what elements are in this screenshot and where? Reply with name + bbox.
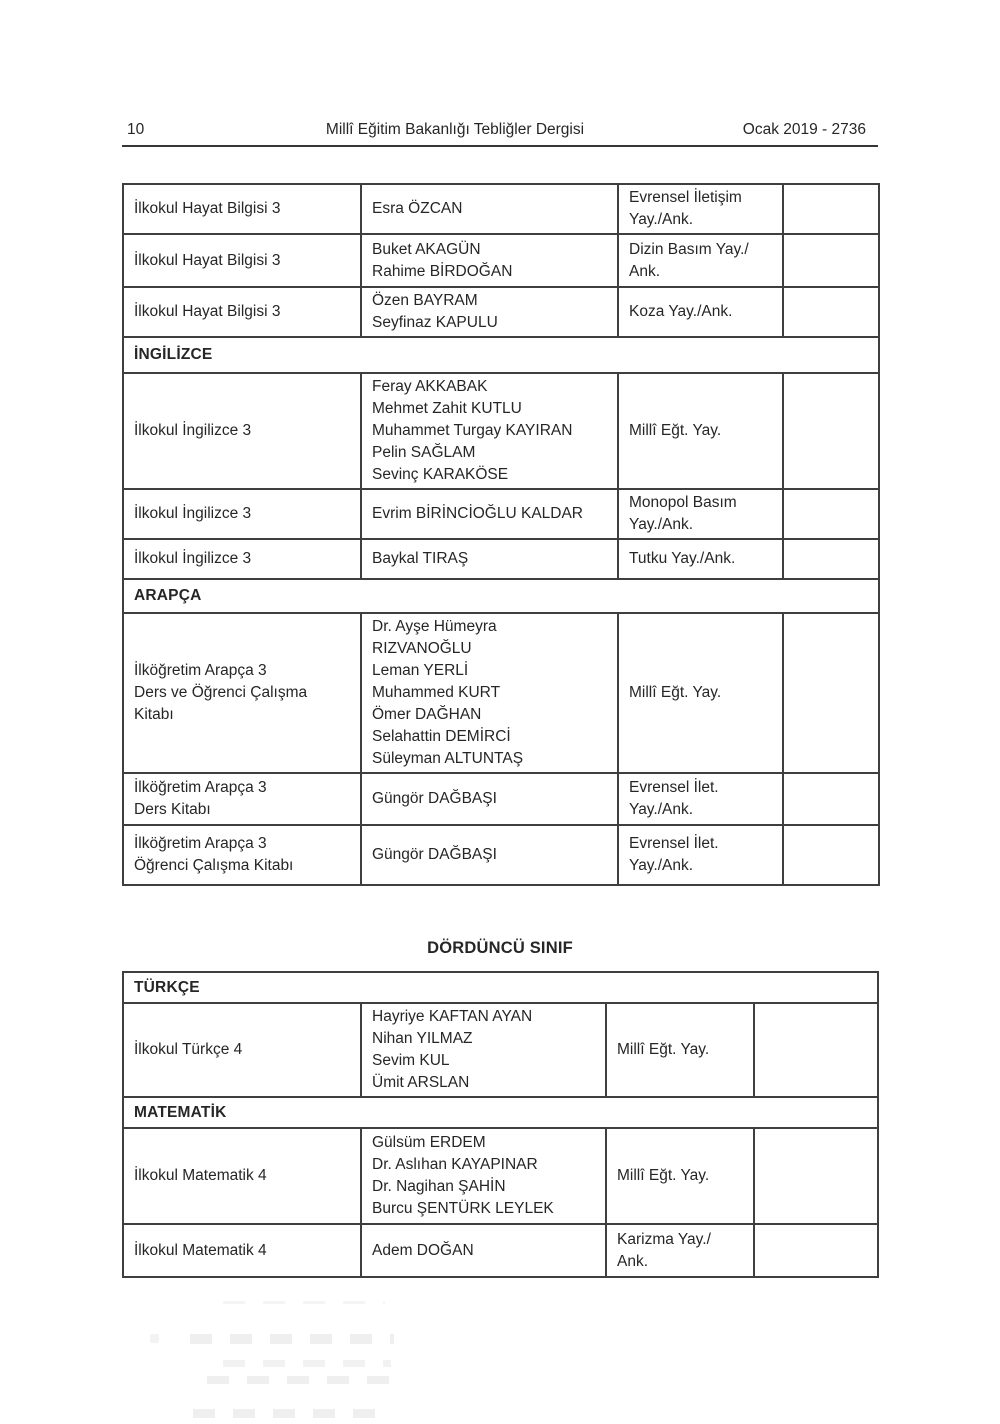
book-publisher-cell-line: Millî Eğt. Yay.: [629, 684, 722, 701]
journal-title: Millî Eğitim Bakanlığı Tebliğler Dergisi: [325, 121, 585, 138]
book-note-cell: [754, 1128, 878, 1224]
issue-number: Ocak 2019 - 2736: [742, 121, 866, 138]
book-publisher-cell-line: Millî Eğt. Yay.: [629, 422, 722, 439]
book-title-cell-line: Kitabı: [134, 706, 174, 723]
book-note-cell: [783, 184, 879, 234]
book-authors-cell-line: Mehmet Zahit KUTLU: [372, 400, 522, 417]
section-header-row: [123, 1097, 878, 1128]
section-label: TÜRKÇE: [123, 972, 878, 1003]
book-row: [123, 373, 879, 489]
book-note-cell: [783, 539, 879, 579]
book-authors-cell-line: Süleyman ALTUNTAŞ: [372, 750, 524, 767]
book-authors-cell-line: Baykal TIRAŞ: [372, 550, 469, 567]
book-authors-cell: [361, 1128, 606, 1224]
book-publisher-cell: [606, 1003, 754, 1097]
book-row: [123, 489, 879, 539]
book-title-cell: [123, 825, 361, 885]
book-publisher-cell: [618, 234, 783, 287]
book-title-cell-line: İlköğretim Arapça 3: [134, 835, 267, 852]
textbook-table-grade3-continued: [122, 183, 880, 886]
book-publisher-cell: [618, 489, 783, 539]
scan-ghost-artifact: [223, 1301, 385, 1304]
book-row: [123, 234, 879, 287]
book-authors-cell-line: Muhammed KURT: [372, 684, 501, 701]
book-publisher-cell: [618, 539, 783, 579]
book-publisher-cell: [618, 825, 783, 885]
book-authors-cell: [361, 373, 618, 489]
book-publisher-cell-line: Evrensel İlet.: [629, 779, 719, 796]
book-note-cell: [754, 1003, 878, 1097]
book-publisher-cell-line: Millî Eğt. Yay.: [617, 1167, 710, 1184]
book-authors-cell-line: RIZVANOĞLU: [372, 640, 472, 657]
book-authors-cell-line: Buket AKAGÜN: [372, 240, 481, 258]
book-authors-cell-line: Nihan YILMAZ: [372, 1030, 473, 1047]
book-authors-cell: [361, 489, 618, 539]
book-authors-cell-line: Dr. Nagihan ŞAHİN: [372, 1178, 506, 1195]
book-title-cell: [123, 489, 361, 539]
section-header-row: [123, 972, 878, 1003]
book-row: [123, 1003, 878, 1097]
page-header: [122, 121, 878, 143]
book-row: [123, 825, 879, 885]
book-title-cell-line: İlkokul Hayat Bilgisi 3: [134, 251, 281, 269]
book-authors-cell-line: Seyfinaz KAPULU: [372, 314, 498, 331]
book-publisher-cell-line: Monopol Basım: [629, 494, 737, 511]
section-label: İNGİLİZCE: [123, 337, 879, 373]
book-publisher-cell: [618, 184, 783, 234]
scan-ghost-artifact: [207, 1376, 394, 1384]
book-title-cell-line: İlköğretim Arapça 3: [134, 779, 267, 796]
book-title-cell: [123, 234, 361, 287]
book-publisher-cell-line: Tutku Yay./Ank.: [629, 550, 736, 567]
book-title-cell: [123, 184, 361, 234]
book-title-cell: [123, 613, 361, 773]
book-authors-cell-line: Sevim KUL: [372, 1052, 450, 1069]
book-authors-cell-line: Muhammet Turgay KAYIRAN: [372, 422, 573, 439]
book-note-cell: [783, 373, 879, 489]
book-title-cell: [123, 1224, 361, 1277]
scan-ghost-artifact: [190, 1334, 394, 1344]
book-publisher-cell: [618, 773, 783, 825]
book-note-cell: [783, 825, 879, 885]
scan-ghost-artifact: [150, 1334, 159, 1343]
book-title-cell-line: İlkokul Matematik 4: [134, 1167, 267, 1184]
book-publisher-cell: [618, 287, 783, 337]
book-row: [123, 287, 879, 337]
book-authors-cell-line: Feray AKKABAK: [372, 378, 488, 395]
page-number: 10: [127, 121, 145, 138]
book-note-cell: [754, 1224, 878, 1277]
book-row: [123, 184, 879, 234]
book-authors-cell: [361, 184, 618, 234]
book-note-cell: [783, 489, 879, 539]
book-authors-cell: [361, 287, 618, 337]
book-title-cell-line: Öğrenci Çalışma Kitabı: [134, 857, 294, 874]
book-authors-cell: [361, 1224, 606, 1277]
book-authors-cell-line: Özen BAYRAM: [372, 292, 478, 309]
book-publisher-cell-line: Koza Yay./Ank.: [629, 303, 733, 320]
book-authors-cell: [361, 773, 618, 825]
book-authors-cell-line: Burcu ŞENTÜRK LEYLEK: [372, 1200, 554, 1217]
book-authors-cell-line: Hayriye KAFTAN AYAN: [372, 1008, 533, 1025]
book-publisher-cell: [606, 1128, 754, 1224]
book-title-cell: [123, 373, 361, 489]
book-authors-cell: [361, 825, 618, 885]
book-row: [123, 539, 879, 579]
book-title-cell-line: İlkokul İngilizce 3: [134, 505, 252, 522]
book-publisher-cell-line: Yay./Ank.: [629, 211, 694, 228]
book-authors-cell-line: Ümit ARSLAN: [372, 1074, 470, 1091]
book-publisher-cell-line: Yay./Ank.: [629, 857, 694, 874]
book-note-cell: [783, 234, 879, 287]
book-authors-cell-line: Esra ÖZCAN: [372, 200, 463, 217]
book-authors-cell: [361, 539, 618, 579]
book-row: [123, 613, 879, 773]
book-authors-cell-line: Güngör DAĞBAŞI: [372, 790, 497, 807]
book-title-cell-line: İlkokul Hayat Bilgisi 3: [134, 303, 281, 320]
book-authors-cell-line: Leman YERLİ: [372, 662, 469, 679]
book-authors-cell-line: Pelin SAĞLAM: [372, 444, 476, 461]
book-title-cell-line: İlkokul İngilizce 3: [134, 550, 252, 567]
book-title-cell-line: İlkokul Hayat Bilgisi 3: [134, 200, 281, 217]
book-publisher-cell: [618, 373, 783, 489]
book-publisher-cell-line: Dizin Basım Yay./: [629, 240, 749, 258]
section-header-row: [123, 337, 879, 373]
scan-ghost-artifact: [193, 1409, 393, 1418]
book-title-cell: [123, 539, 361, 579]
book-authors-cell-line: Adem DOĞAN: [372, 1241, 474, 1259]
grade-heading: DÖRDÜNCÜ SINIF: [427, 939, 573, 957]
scan-ghost-artifact: [223, 1360, 391, 1367]
book-publisher-cell-line: Ank.: [629, 262, 661, 280]
book-publisher-cell-line: Evrensel İlet.: [629, 835, 719, 852]
book-note-cell: [783, 613, 879, 773]
book-note-cell: [783, 773, 879, 825]
book-publisher-cell-line: Ank.: [617, 1252, 649, 1270]
book-authors-cell-line: Rahime BİRDOĞAN: [372, 262, 513, 280]
book-authors-cell-line: Sevinç KARAKÖSE: [372, 466, 509, 483]
book-publisher-cell-line: Yay./Ank.: [629, 801, 694, 818]
book-authors-cell-line: Ömer DAĞHAN: [372, 706, 482, 723]
book-note-cell: [783, 287, 879, 337]
book-authors-cell: [361, 1003, 606, 1097]
book-row: [123, 773, 879, 825]
book-publisher-cell-line: Yay./Ank.: [629, 516, 694, 533]
header-rule-divider: [122, 145, 878, 147]
book-authors-cell: [361, 234, 618, 287]
book-authors-cell-line: Dr. Aslıhan KAYAPINAR: [372, 1156, 538, 1173]
book-title-cell-line: Ders ve Öğrenci Çalışma: [134, 684, 308, 701]
book-publisher-cell-line: Millî Eğt. Yay.: [617, 1041, 710, 1058]
book-authors-cell-line: Güngör DAĞBAŞI: [372, 846, 497, 863]
book-authors-cell-line: Gülsüm ERDEM: [372, 1134, 486, 1151]
book-publisher-cell-line: Karizma Yay./: [617, 1230, 711, 1248]
book-authors-cell: [361, 613, 618, 773]
book-title-cell-line: Ders Kitabı: [134, 801, 211, 818]
book-row: [123, 1224, 878, 1277]
book-title-cell: [123, 773, 361, 825]
book-title-cell: [123, 1003, 361, 1097]
book-row: [123, 1128, 878, 1224]
book-title-cell-line: İlkokul İngilizce 3: [134, 422, 252, 439]
book-title-cell: [123, 1128, 361, 1224]
book-authors-cell-line: Selahattin DEMİRCİ: [372, 728, 511, 745]
book-authors-cell-line: Dr. Ayşe Hümeyra: [372, 618, 497, 635]
section-header-row: [123, 579, 879, 613]
section-label: ARAPÇA: [123, 579, 879, 613]
book-publisher-cell: [606, 1224, 754, 1277]
textbook-table-grade4: [122, 971, 879, 1278]
book-title-cell: [123, 287, 361, 337]
book-title-cell-line: İlköğretim Arapça 3: [134, 662, 267, 679]
book-publisher-cell-line: Evrensel İletişim: [629, 189, 742, 206]
book-authors-cell-line: Evrim BİRİNCİOĞLU KALDAR: [372, 505, 584, 522]
book-publisher-cell: [618, 613, 783, 773]
book-title-cell-line: İlkokul Türkçe 4: [134, 1041, 243, 1058]
book-title-cell-line: İlkokul Matematik 4: [134, 1241, 267, 1259]
section-label: MATEMATİK: [123, 1097, 878, 1128]
